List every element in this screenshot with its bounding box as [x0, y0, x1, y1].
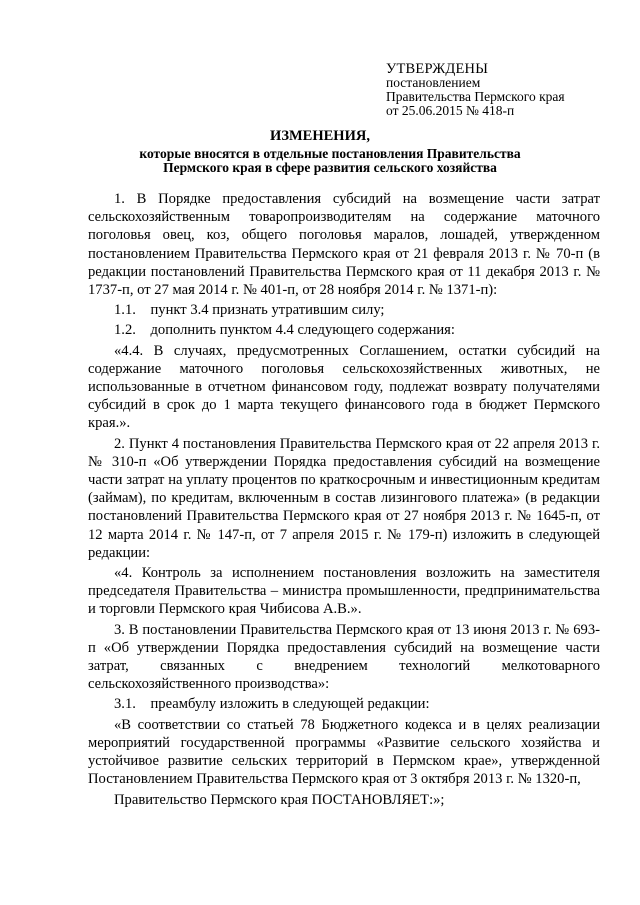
approval-block [386, 62, 626, 118]
document-title: ИЗМЕНЕНИЯ, [270, 128, 370, 144]
paragraph-3-1: 3.1. преамбулу изложить в следующей редакции: [114, 696, 430, 713]
approval-line: постановлением [386, 75, 481, 90]
paragraph-quote-4: «4. Контроль за исполнением постановления возложить на заместителя председателя Правительства – министра промышленности, предпринимательства и торговли Пермского края Чибисова А.В.». [88, 565, 600, 618]
paragraph-1-2: 1.2. дополнить пунктом 4.4 следующего содержания: [114, 322, 455, 339]
approval-line: Правительства Пермского края [386, 89, 565, 104]
subtitle-line: Пермского края в сфере развития сельского хозяйства [163, 160, 497, 175]
approval-heading: УТВЕРЖДЕНЫ [386, 61, 489, 77]
paragraph-3: 3. В постановлении Правительства Пермского края от 13 июня 2013 г. № 693-п «Об утверждении Порядка предоставления субсидий на возмещение части затрат, связанных с внедрением технологий мелкотоварного сельскохозяйственного производства»: [88, 621, 600, 693]
paragraph-1-1: 1.1. пункт 3.4 признать утратившим силу; [114, 302, 385, 319]
paragraph-1: 1. В Порядке предоставления субсидий на возмещение части затрат сельскохозяйственным товаропроизводителям на содержание маточного поголовья овец, коз, общего поголовья маралов, лошадей, утвержденном постановлением Правительства Пермского края от 21 февраля 2013 г. № 70-п (в редакции постановлений Правительства Пермского края от 11 декабря 2013 г. № 1737-п, от 27 мая 2014 г. № 401-п, от 28 ноября 2014 г. № 1371-п): [88, 191, 600, 299]
paragraph-resolves: Правительство Пермского края ПОСТАНОВЛЯЕТ:»; [114, 791, 445, 808]
document-body [88, 190, 600, 809]
approval-date: от 25.06.2015 № 418-п [386, 103, 515, 118]
subtitle-line: которые вносятся в отдельные постановления Правительства [139, 146, 521, 161]
paragraph-quote-preamble: «В соответствии со статьей 78 Бюджетного кодекса и в целях реализации мероприятий государственной программы «Развитие сельского хозяйства и устойчивое развитие сельских территорий в Пермском крае», утвержденной Постановлением Правительства Пермского края от 3 октября 2013 г. № 1320-п, [88, 716, 600, 788]
paragraph-2: 2. Пункт 4 постановления Правительства Пермского края от 22 апреля 2013 г. № 310-п «Об утверждении Порядка предоставления субсидий на возмещение части затрат на уплату процентов по краткосрочным и инвестиционным кредитам (займам), по кредитам, включенным в состав лизингового платежа» (в редакции постановлений Правительства Пермского края от 27 ноября 2013 г. № 1645-п, от 12 марта 2014 г. № 147-п, от 7 апреля 2015 г. № 179-п) изложить в следующей редакции: [88, 435, 600, 561]
document-subtitle [120, 147, 540, 175]
paragraph-quote-4-4: «4.4. В случаях, предусмотренных Соглашением, остатки субсидий на содержание маточного поголовья сельскохозяйственных животных, не использованные в отчетном финансовом году, подлежат возврату получателями субсидий в срок до 1 марта текущего финансового года в бюджет Пермского края.». [88, 342, 600, 432]
